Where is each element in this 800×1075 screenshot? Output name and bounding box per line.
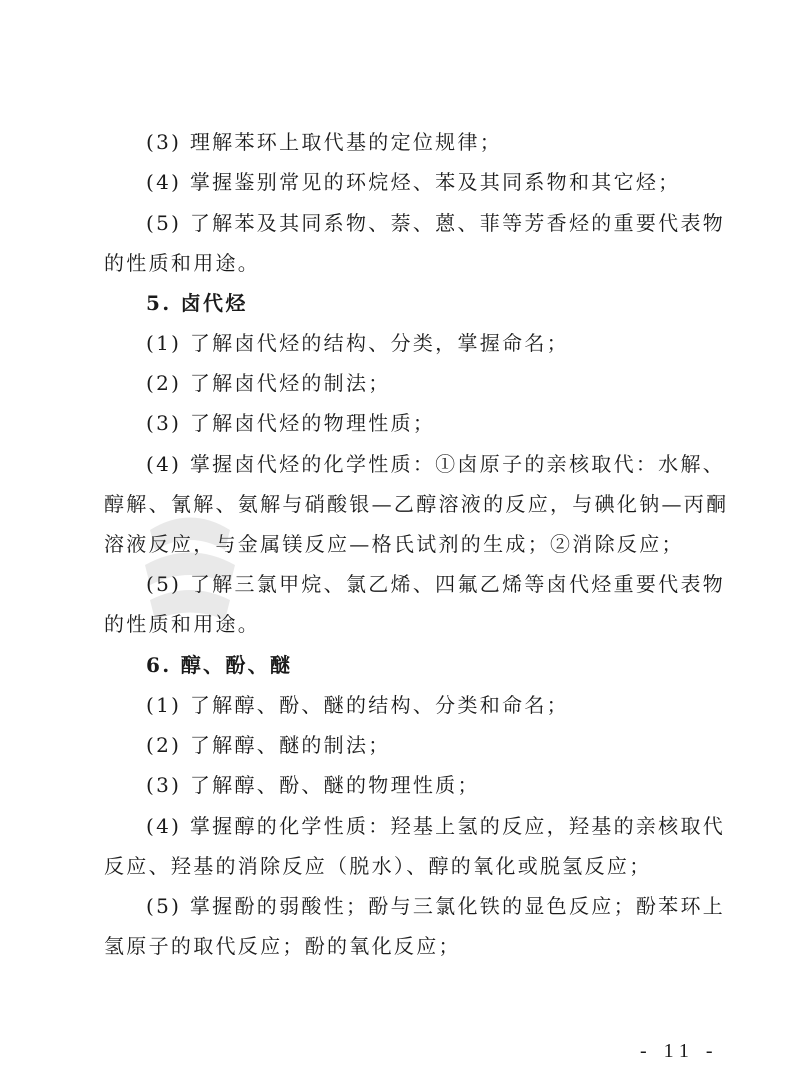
section-heading: 6. 醇、酚、醚 [146, 653, 293, 677]
paragraph-line: (5) 掌握酚的弱酸性；酚与三氯化铁的显色反应；酚苯环上 [146, 894, 726, 918]
paragraph-line: (3) 理解苯环上取代基的定位规律； [146, 130, 503, 154]
paragraph-line: 氢原子的取代反应；酚的氧化反应； [104, 934, 461, 958]
paragraph-line: (2) 了解卤代烃的制法； [146, 371, 391, 395]
page-number: - 11 - [640, 1040, 719, 1062]
paragraph-line: (4) 掌握醇的化学性质：羟基上氢的反应，羟基的亲核取代 [146, 814, 726, 838]
paragraph-line: 反应、羟基的消除反应（脱水）、醇的氧化或脱氢反应； [104, 854, 652, 878]
paragraph-line: (4) 掌握鉴别常见的环烷烃、苯及其同系物和其它烃； [146, 170, 681, 194]
section-heading: 5. 卤代烃 [146, 291, 248, 315]
paragraph-line: (4) 掌握卤代烃的化学性质：①卤原子的亲核取代：水解、 [146, 452, 726, 476]
paragraph-line: (2) 了解醇、醚的制法； [146, 733, 391, 757]
paragraph-line: (5) 了解苯及其同系物、萘、蒽、菲等芳香烃的重要代表物 [146, 211, 726, 235]
paragraph-line: (1) 了解醇、酚、醚的结构、分类和命名； [146, 693, 569, 717]
paragraph-line: (1) 了解卤代烃的结构、分类，掌握命名； [146, 331, 569, 355]
paragraph-line: 溶液反应，与金属镁反应—格氏试剂的生成；②消除反应； [104, 532, 684, 556]
paragraph-line: (3) 了解醇、酚、醚的物理性质； [146, 773, 480, 797]
paragraph-line: 醇解、氰解、氨解与硝酸银—乙醇溶液的反应，与碘化钠—丙酮 [104, 492, 729, 516]
paragraph-line: (3) 了解卤代烃的物理性质； [146, 411, 436, 435]
paragraph-line: 的性质和用途。 [104, 612, 261, 636]
paragraph-line: (5) 了解三氯甲烷、氯乙烯、四氟乙烯等卤代烃重要代表物 [146, 572, 726, 596]
paragraph-line: 的性质和用途。 [104, 251, 261, 275]
watermark-logo [140, 510, 240, 630]
